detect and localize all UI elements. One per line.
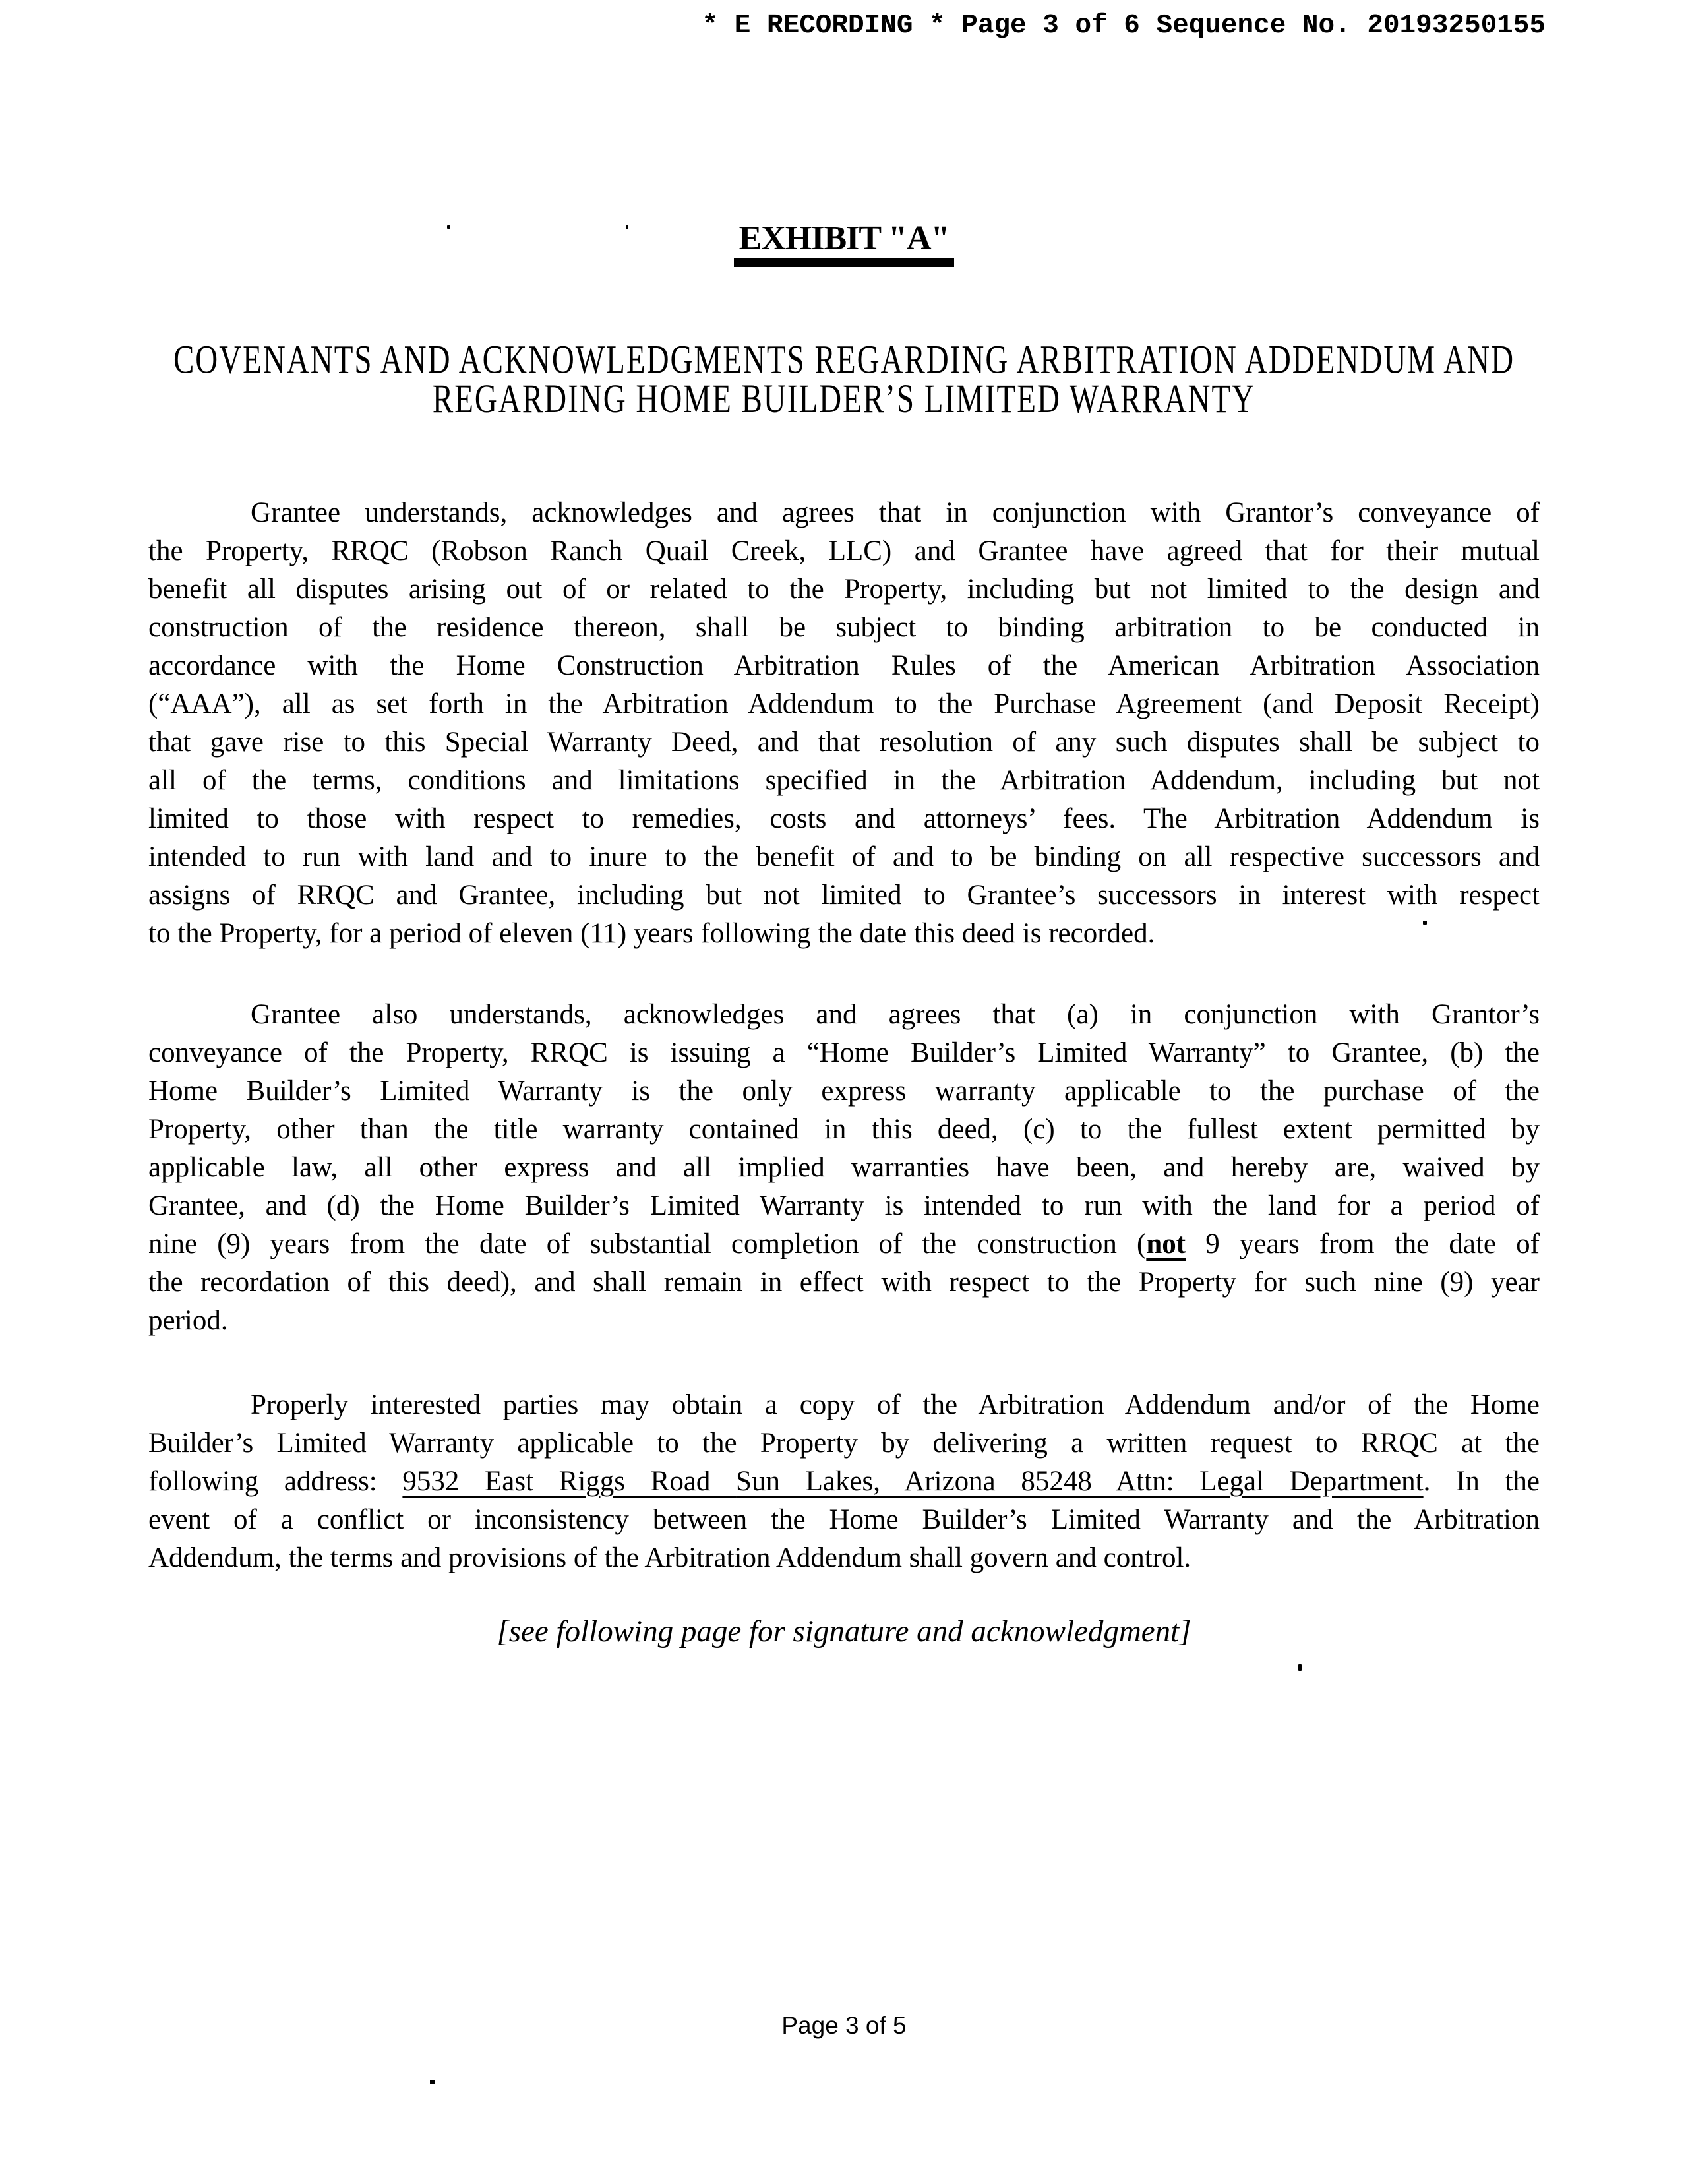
text-run: (“AAA”), all as set forth in the Arbitration Addendum to the Purchase Agreement (and Deposit Receipt) xyxy=(148,688,1540,719)
text-run: limited to those with respect to remedies, costs and attorneys’ fees. The Arbitration Addendum is xyxy=(148,803,1540,834)
body-line xyxy=(148,800,1540,838)
text-run: nine (9) years from the date of substantial completion of the construction ( xyxy=(148,1228,1147,1259)
text-run: the recordation of this deed), and shall remain in effect with respect to the Property for such nine (9) year xyxy=(148,1267,1540,1298)
covenants-heading-line-1: COVENANTS AND ACKNOWLEDGMENTS REGARDING ARBITRATION ADDENDUM AND xyxy=(173,338,1515,382)
page-number-footer: Page 3 of 5 xyxy=(781,2012,907,2039)
text-run: . In the xyxy=(1423,1466,1540,1497)
body-line xyxy=(148,915,1540,953)
signature-note: [see following page for signature and acknowledgment] xyxy=(497,1614,1191,1649)
body-line xyxy=(148,1110,1540,1149)
text-run: assigns of RRQC and Grantee, including but not limited to Grantee’s successors in interest with respect xyxy=(148,880,1540,911)
text-run: intended to run with land and to inure to the benefit of and to be binding on all respective successors and xyxy=(148,841,1540,872)
body-line xyxy=(148,1539,1540,1577)
paragraph xyxy=(148,996,1540,1340)
body-line xyxy=(148,532,1540,570)
body-line xyxy=(148,762,1540,800)
body-line xyxy=(148,609,1540,647)
body-line xyxy=(148,1302,1540,1340)
paragraph xyxy=(148,1386,1540,1577)
text-run: event of a conflict or inconsistency between the Home Builder’s Limited Warranty and the Arbitration xyxy=(148,1504,1540,1535)
paragraph xyxy=(148,494,1540,953)
text-run: the Property, RRQC (Robson Ranch Quail Creek, LLC) and Grantee have agreed that for their mutual xyxy=(148,535,1540,566)
body-line xyxy=(148,1463,1540,1501)
e-recording-header: * E RECORDING * Page 3 of 6 Sequence No. 20193250155 xyxy=(702,11,1546,41)
body-line xyxy=(148,1501,1540,1539)
text-run: Builder’s Limited Warranty applicable to the Property by delivering a written request to RRQC at the xyxy=(148,1428,1540,1459)
text-run: Property, other than the title warranty contained in this deed, (c) to the fullest extent permitted by xyxy=(148,1114,1540,1145)
text-run: Home Builder’s Limited Warranty is the only express warranty applicable to the purchase of the xyxy=(148,1076,1540,1107)
bold-underlined-text: not xyxy=(1146,1228,1186,1259)
text-run: conveyance of the Property, RRQC is issuing a “Home Builder’s Limited Warranty” to Grantee, (b) the xyxy=(148,1037,1540,1068)
text-run: Grantee, and (d) the Home Builder’s Limited Warranty is intended to run with the land for a period of xyxy=(148,1190,1540,1221)
body-line xyxy=(148,1187,1540,1225)
body-line xyxy=(148,1149,1540,1187)
body-line xyxy=(148,996,1540,1034)
text-run: Grantee understands, acknowledges and agrees that in conjunction with Grantor’s conveyance of xyxy=(251,497,1540,528)
text-run: applicable law, all other express and all implied warranties have been, and hereby are, waived by xyxy=(148,1152,1540,1183)
body-line xyxy=(148,494,1540,532)
underlined-text: Sun Lakes, Arizona 85248 Attn: Legal Department xyxy=(736,1466,1424,1497)
scan-speck xyxy=(1423,921,1427,925)
body-line xyxy=(148,723,1540,762)
text-run: Addendum, the terms and provisions of the Arbitration Addendum shall govern and control. xyxy=(148,1542,1191,1573)
body-line xyxy=(148,1386,1540,1424)
body-line xyxy=(148,1263,1540,1302)
text-run: period. xyxy=(148,1305,228,1336)
underlined-text: 9532 East Riggs Road xyxy=(402,1466,737,1497)
body-line xyxy=(148,647,1540,685)
text-run: following address: xyxy=(148,1466,403,1497)
exhibit-title: EXHIBIT "A" xyxy=(734,222,955,267)
body-line xyxy=(148,1072,1540,1110)
covenants-heading-line-2: REGARDING HOME BUILDER’S LIMITED WARRANTY xyxy=(432,377,1256,422)
text-run: that gave rise to this Special Warranty Deed, and that resolution of any such disputes shall be subject to xyxy=(148,727,1540,758)
covenants-heading xyxy=(148,338,1540,422)
text-run: 9 years from the date of xyxy=(1186,1228,1540,1259)
body-line xyxy=(148,876,1540,915)
body-line xyxy=(148,1225,1540,1263)
text-run: construction of the residence thereon, shall be subject to binding arbitration to be conducted in xyxy=(148,612,1540,643)
scan-speck xyxy=(626,225,628,229)
body-line xyxy=(148,1424,1540,1463)
body-line xyxy=(148,685,1540,723)
text-run: all of the terms, conditions and limitations specified in the Arbitration Addendum, including but not xyxy=(148,765,1540,796)
text-run: benefit all disputes arising out of or related to the Property, including but not limited to the design and xyxy=(148,574,1540,605)
text-run: accordance with the Home Construction Arbitration Rules of the American Arbitration Association xyxy=(148,650,1540,681)
text-run: Grantee also understands, acknowledges and agrees that (a) in conjunction with Grantor’s xyxy=(251,999,1540,1030)
body-line xyxy=(148,1034,1540,1072)
scan-speck xyxy=(1298,1664,1302,1671)
text-run: Properly interested parties may obtain a copy of the Arbitration Addendum and/or of the Home xyxy=(251,1389,1540,1420)
scan-speck xyxy=(430,2080,435,2084)
body-line xyxy=(148,570,1540,609)
scan-speck xyxy=(447,225,450,229)
text-run: to the Property, for a period of eleven (11) years following the date this deed is recorded. xyxy=(148,918,1155,949)
body-line xyxy=(148,838,1540,876)
exhibit-title-wrap xyxy=(148,222,1540,267)
